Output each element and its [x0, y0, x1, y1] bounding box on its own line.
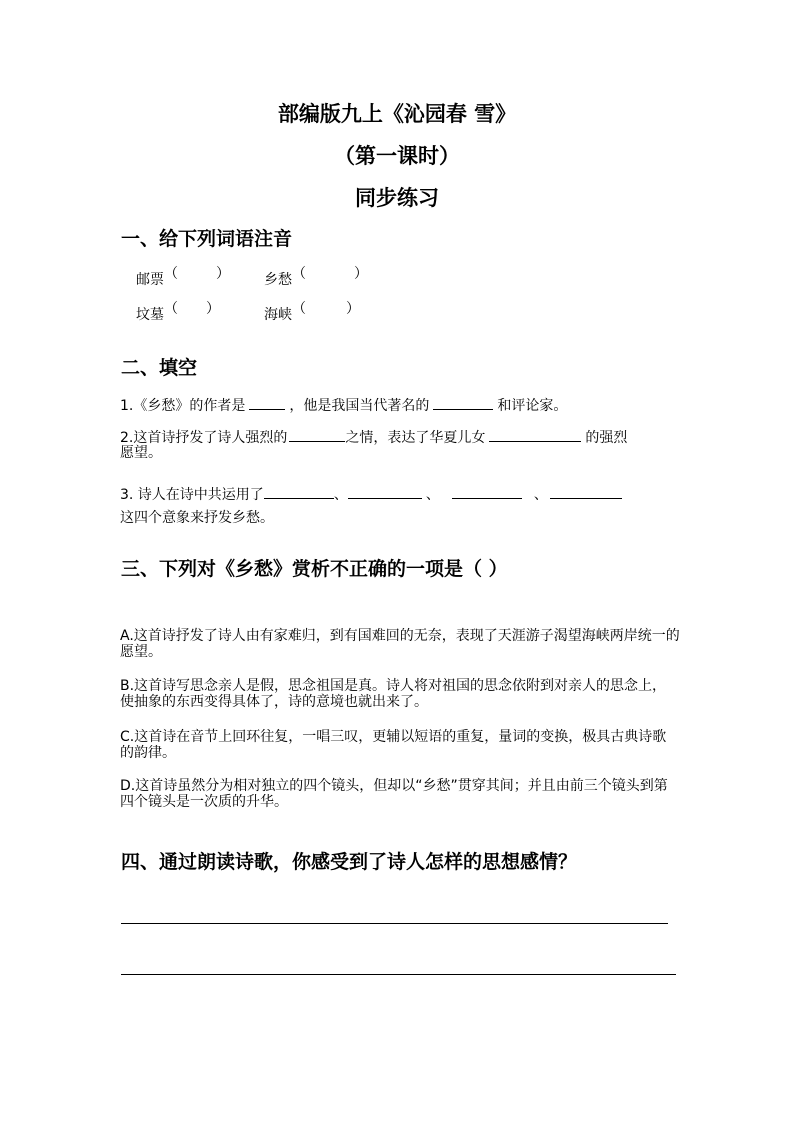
pinyin-blank[interactable]: （ ）	[164, 301, 220, 317]
word-item-youpiao	[136, 264, 230, 290]
word-text: 海峡	[264, 307, 292, 323]
word-item-haixia	[264, 299, 360, 325]
answer-blank[interactable]	[289, 429, 345, 442]
answer-blank[interactable]	[348, 486, 422, 499]
choice-option-d[interactable]: D.这首诗虽然分为相对独立的四个镜头，但却以“乡愁”贯穿其间；并且由前三个镜头到第四个镜头是一次质的升华。	[120, 778, 668, 810]
answer-blank[interactable]	[433, 397, 493, 410]
section-heading-multiple-choice: 三、下列对《乡愁》赏析不正确的一项是（ ）	[121, 558, 508, 580]
fill-question-2: 2.这首诗抒发了诗人强烈的 之情，表达了华夏儿女 的强烈	[120, 430, 628, 446]
lesson-subtitle: （第一课时）	[334, 144, 460, 168]
section-heading-reflection: 四、通过朗读诗歌，你感受到了诗人怎样的思想感情？	[121, 851, 578, 873]
answer-writing-line[interactable]	[121, 923, 668, 924]
choice-option-a[interactable]: A.这首诗抒发了诗人由有家难归，到有国难回的无奈，表现了天涯游子渴望海峡两岸统一的愿望。	[120, 628, 680, 660]
choice-option-c[interactable]: C.这首诗在音节上回环往复，一唱三叹，更辅以短语的重复，量词的变换，极具古典诗歌的韵律。	[120, 729, 667, 761]
pinyin-blank[interactable]: （ ）	[292, 301, 360, 317]
answer-writing-line[interactable]	[121, 974, 676, 975]
word-text: 坟墓	[136, 307, 164, 323]
answer-blank[interactable]	[249, 397, 285, 410]
pinyin-blank[interactable]: （ ）	[292, 266, 368, 282]
section-heading-pinyin: 一、给下列词语注音	[121, 228, 293, 250]
section-heading-fill-blank: 二、填空	[121, 357, 198, 379]
document-title: 部编版九上《沁园春 雪》	[277, 102, 517, 126]
fill-question-1: 1.《乡愁》的作者是 ，他是我国当代著名的 和评论家。	[120, 398, 568, 414]
fill-question-3-continued: 这四个意象来抒发乡愁。	[120, 510, 274, 526]
answer-blank[interactable]	[550, 486, 622, 499]
choice-option-b[interactable]: B.这首诗写思念亲人是假，思念祖国是真。诗人将对祖国的思念依附到对亲人的思念上，使抽象的东西变得具体了，诗的意境也就出来了。	[120, 678, 667, 710]
fill-question-3: 3. 诗人在诗中共运用了 、 、 、	[120, 486, 622, 503]
word-item-xiangchou	[264, 264, 368, 290]
word-item-fenmu	[136, 299, 220, 325]
word-text: 邮票	[136, 272, 164, 288]
pinyin-blank[interactable]: （ ）	[164, 266, 230, 282]
answer-blank[interactable]	[264, 486, 334, 499]
answer-blank[interactable]	[489, 429, 581, 442]
exercise-title: 同步练习	[355, 186, 439, 210]
word-text: 乡愁	[264, 272, 292, 288]
fill-question-2-continued: 愿望。	[120, 445, 162, 461]
answer-blank[interactable]	[452, 486, 522, 499]
